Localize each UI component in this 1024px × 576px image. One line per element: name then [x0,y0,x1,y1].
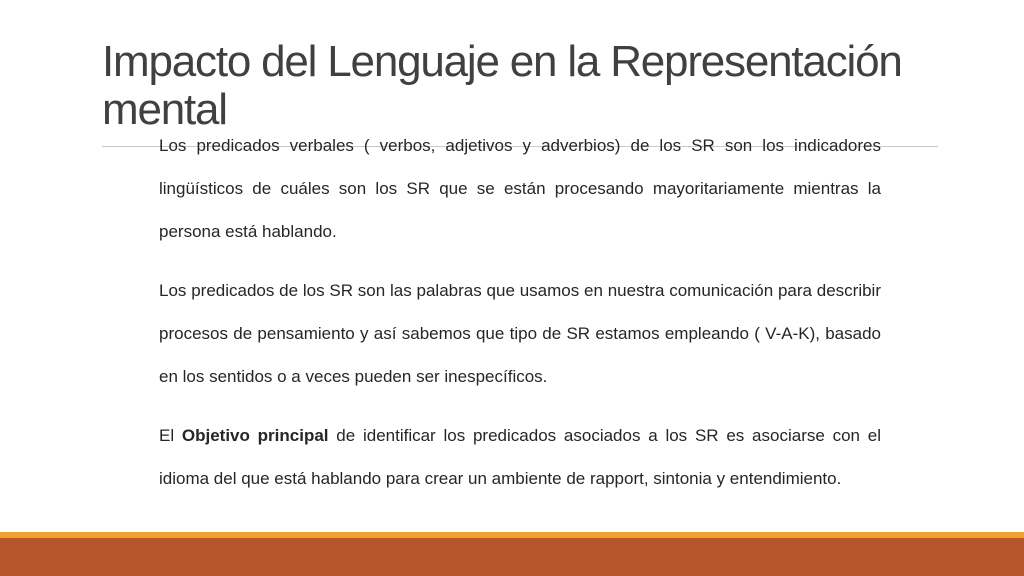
paragraph-3-bold: Objetivo principal [181,426,329,445]
footer-band [0,538,1024,576]
slide-title: Impacto del Lenguaje en la Representación mental [102,37,902,134]
paragraph-1: Los predicados verbales ( verbos, adjetivos y adverbios) de los SR son los indicadores lingüísticos de cuáles son los SR que se están procesando mayoritariamente mientras la persona está hablando. [159,136,881,241]
paragraph-3-prefix: El [159,426,182,445]
slide-body [159,124,881,516]
paragraph-2: Los predicados de los SR son las palabras que usamos en nuestra comunicación para describir procesos de pensamiento y así sabemos que tipo de SR estamos empleando ( V-A-K), basado en los sentidos o a veces pueden ser inespecíficos. [159,281,881,386]
paragraph-3-suffix: de identificar los predicados asociados a los SR es asociarse con el idioma del que está hablando para crear un ambiente de rapport, sintonia y entendimiento. [159,426,881,488]
paragraph-3 [159,414,881,500]
